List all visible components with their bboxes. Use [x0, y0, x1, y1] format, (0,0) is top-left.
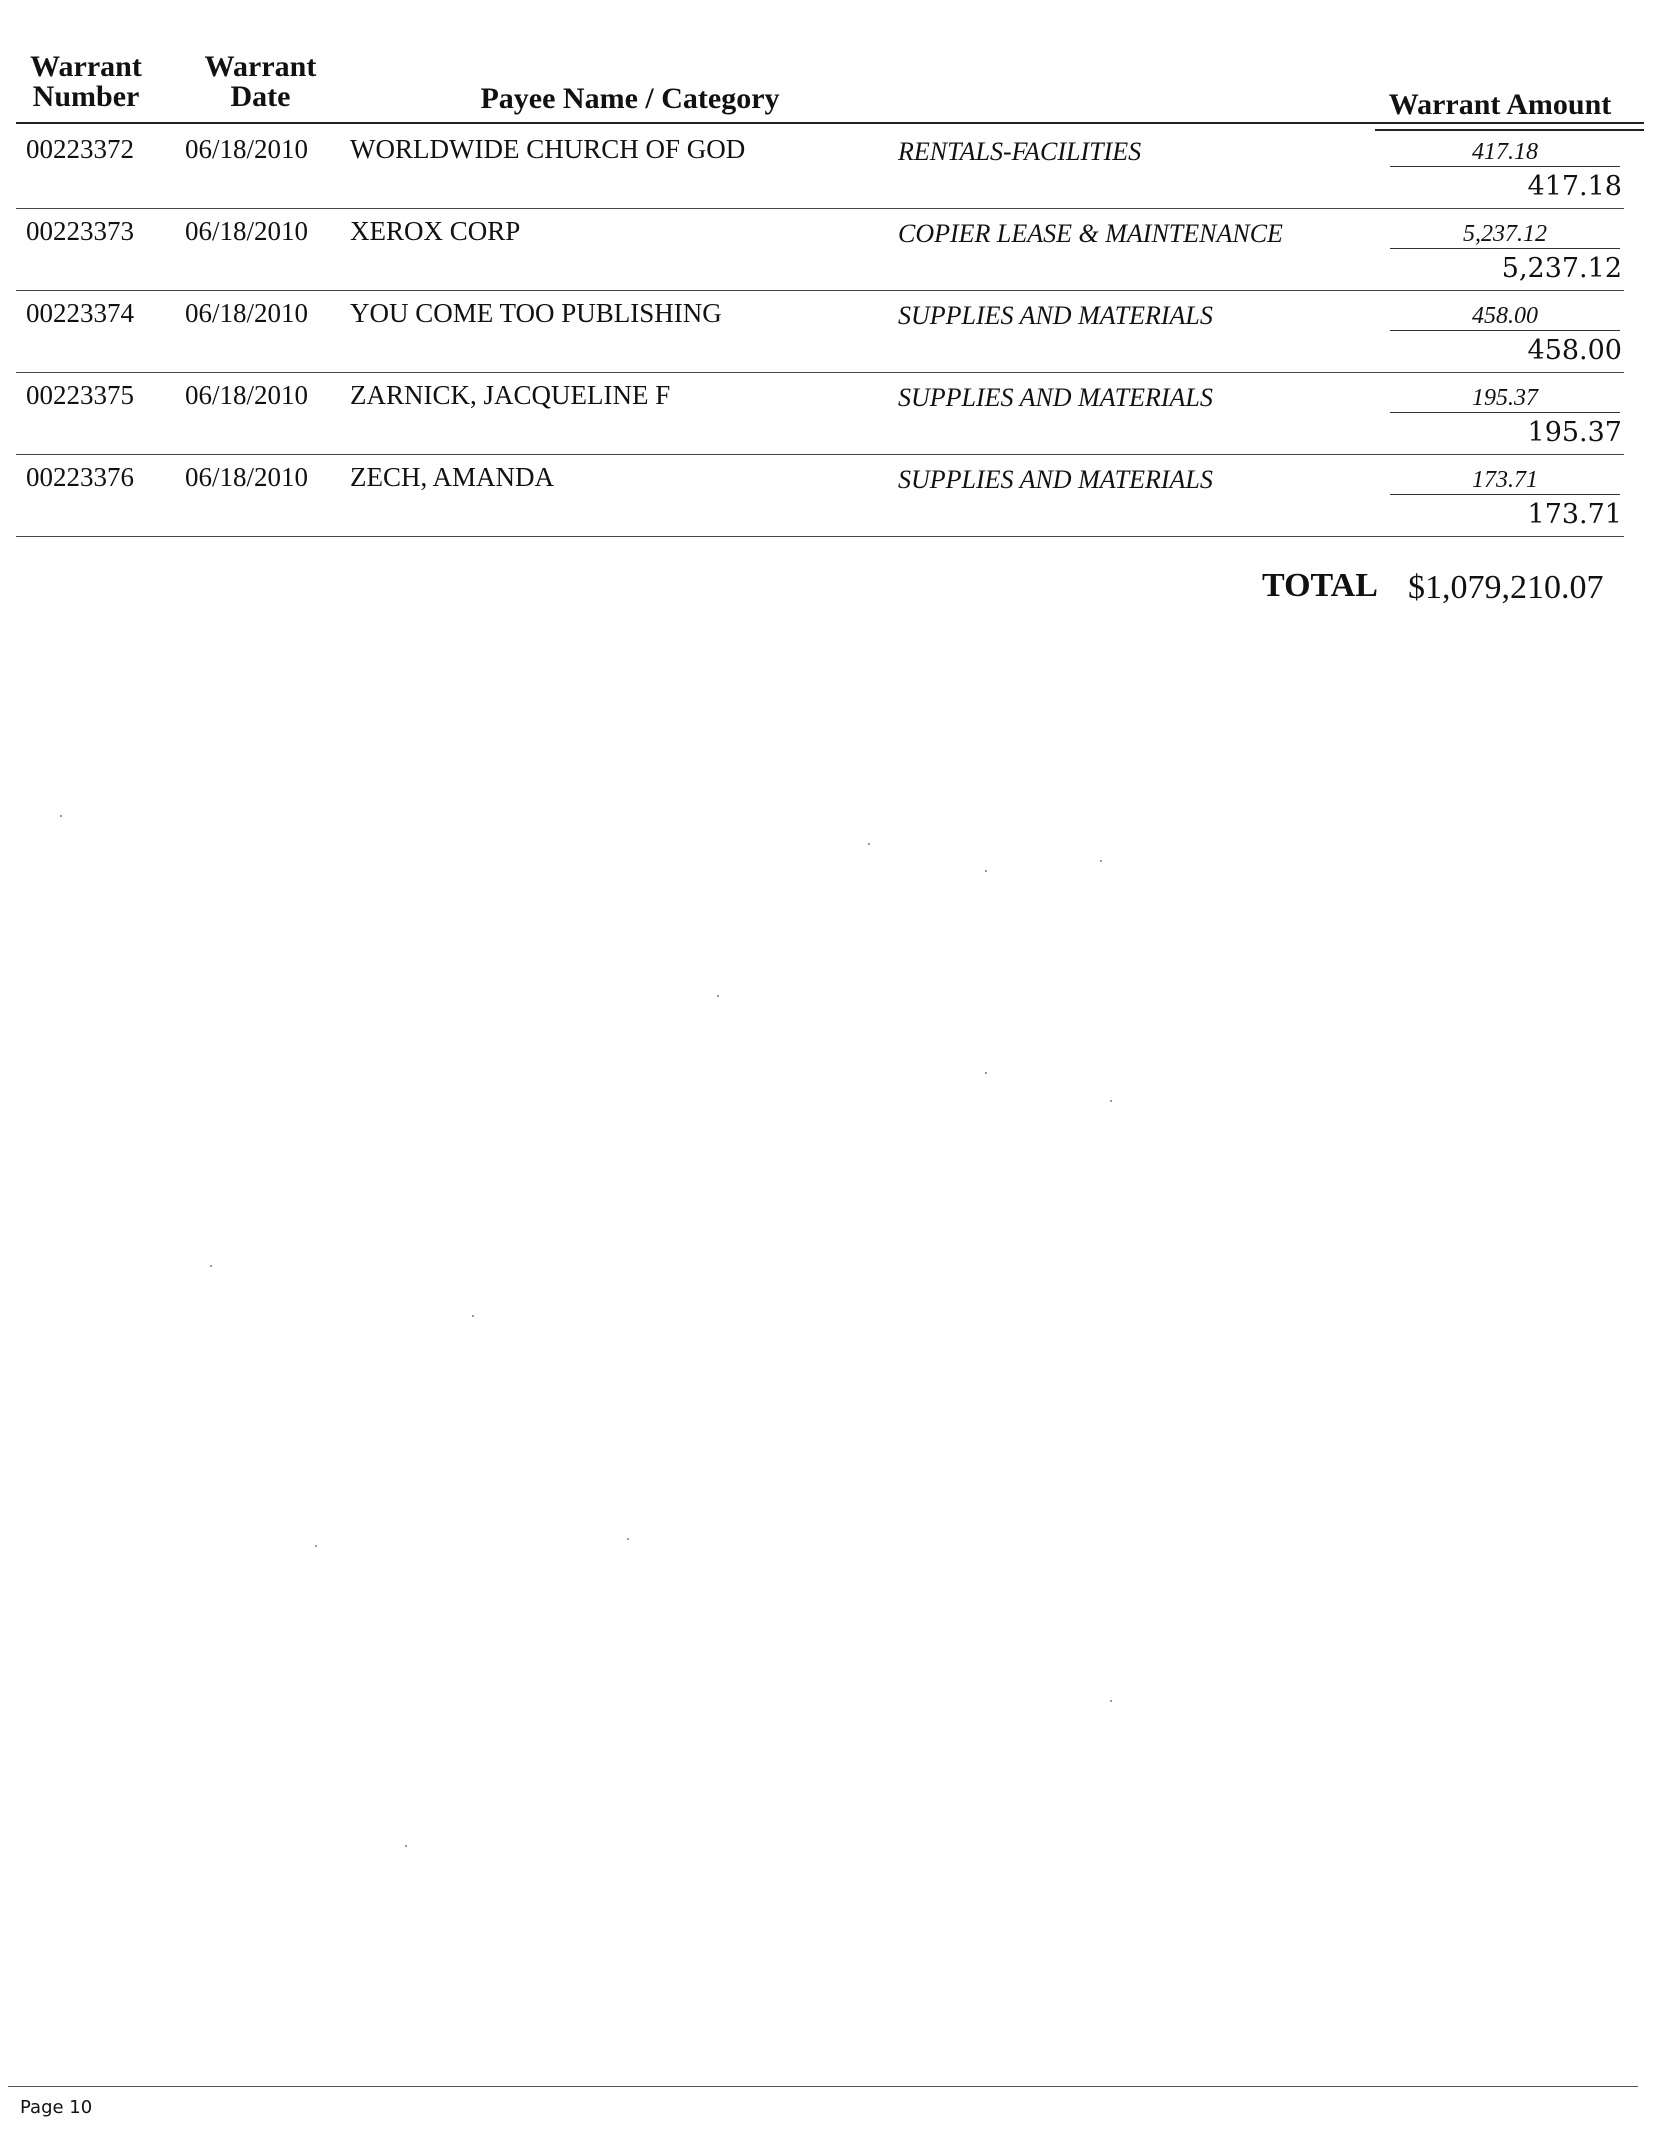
scan-speck — [1110, 1100, 1112, 1102]
scan-speck — [985, 1072, 987, 1074]
table-row — [0, 290, 1664, 372]
footer-divider — [8, 2086, 1638, 2087]
scan-speck — [1110, 1700, 1112, 1702]
scan-speck — [717, 995, 719, 997]
page-number: Page 10 — [20, 2097, 93, 2118]
payee-category: SUPPLIES AND MATERIALS — [898, 465, 1213, 494]
warrant-date: 06/18/2010 — [185, 462, 309, 492]
scan-speck — [627, 1538, 629, 1540]
warrant-number: 00223373 — [26, 216, 134, 246]
warrant-date: 06/18/2010 — [185, 298, 309, 328]
scan-speck — [472, 1315, 474, 1317]
header-warrant-date-line1: Warrant — [204, 50, 317, 83]
header-warrant-number-line2: Number — [32, 80, 140, 113]
table-row — [0, 126, 1664, 208]
row-divider — [16, 536, 1624, 537]
header-payee-category: Payee Name / Category — [480, 82, 780, 115]
payee-name: YOU COME TOO PUBLISHING — [350, 298, 722, 328]
payee-category: COPIER LEASE & MAINTENANCE — [898, 219, 1283, 248]
subtotal-rule — [1390, 330, 1620, 331]
warrant-number: 00223375 — [26, 380, 134, 410]
scan-speck — [405, 1845, 407, 1847]
category-amount: 195.37 — [1472, 385, 1538, 411]
header-warrant-number-line1: Warrant — [30, 50, 142, 83]
scan-speck — [1100, 860, 1102, 862]
subtotal-rule — [1390, 248, 1620, 249]
payee-category: SUPPLIES AND MATERIALS — [898, 383, 1213, 412]
warrant-date: 06/18/2010 — [185, 380, 309, 410]
category-amount: 417.18 — [1472, 139, 1538, 165]
header-warrant-amount: Warrant Amount — [1388, 88, 1612, 121]
category-amount: 173.71 — [1472, 467, 1538, 493]
total-value: $1,079,210.07 — [1408, 569, 1604, 606]
table-row — [0, 208, 1664, 290]
subtotal-rule — [1390, 166, 1620, 167]
warrant-number: 00223376 — [26, 462, 134, 492]
category-amount: 458.00 — [1472, 303, 1538, 329]
header-divider — [16, 122, 1644, 124]
scan-speck — [868, 843, 870, 845]
warrant-number: 00223374 — [26, 298, 134, 328]
scan-speck — [315, 1545, 317, 1547]
payee-category: SUPPLIES AND MATERIALS — [898, 301, 1213, 330]
payee-category: RENTALS-FACILITIES — [898, 137, 1142, 166]
payee-name: ZARNICK, JACQUELINE F — [350, 380, 671, 410]
payee-name: XEROX CORP — [350, 216, 521, 246]
warrant-amount: 195.37 — [1527, 417, 1622, 448]
warrant-amount: 458.00 — [1527, 335, 1622, 366]
scan-speck — [60, 815, 62, 817]
warrant-date: 06/18/2010 — [185, 134, 309, 164]
payee-name: WORLDWIDE CHURCH OF GOD — [350, 134, 746, 164]
table-row — [0, 454, 1664, 536]
header-warrant-date — [188, 52, 333, 112]
table-row — [0, 372, 1664, 454]
header-warrant-date-line2: Date — [230, 80, 291, 113]
warrant-number: 00223372 — [26, 134, 134, 164]
warrant-date: 06/18/2010 — [185, 216, 309, 246]
warrant-amount: 173.71 — [1527, 499, 1622, 530]
warrant-amount: 5,237.12 — [1501, 253, 1622, 284]
total-label: TOTAL — [1262, 567, 1378, 604]
payee-name: ZECH, AMANDA — [350, 462, 555, 492]
scan-speck — [985, 870, 987, 872]
warrant-amount: 417.18 — [1527, 171, 1622, 202]
header-warrant-number — [22, 52, 150, 112]
subtotal-rule — [1390, 494, 1620, 495]
category-amount: 5,237.12 — [1463, 221, 1547, 247]
scan-speck — [210, 1265, 212, 1267]
subtotal-rule — [1390, 412, 1620, 413]
